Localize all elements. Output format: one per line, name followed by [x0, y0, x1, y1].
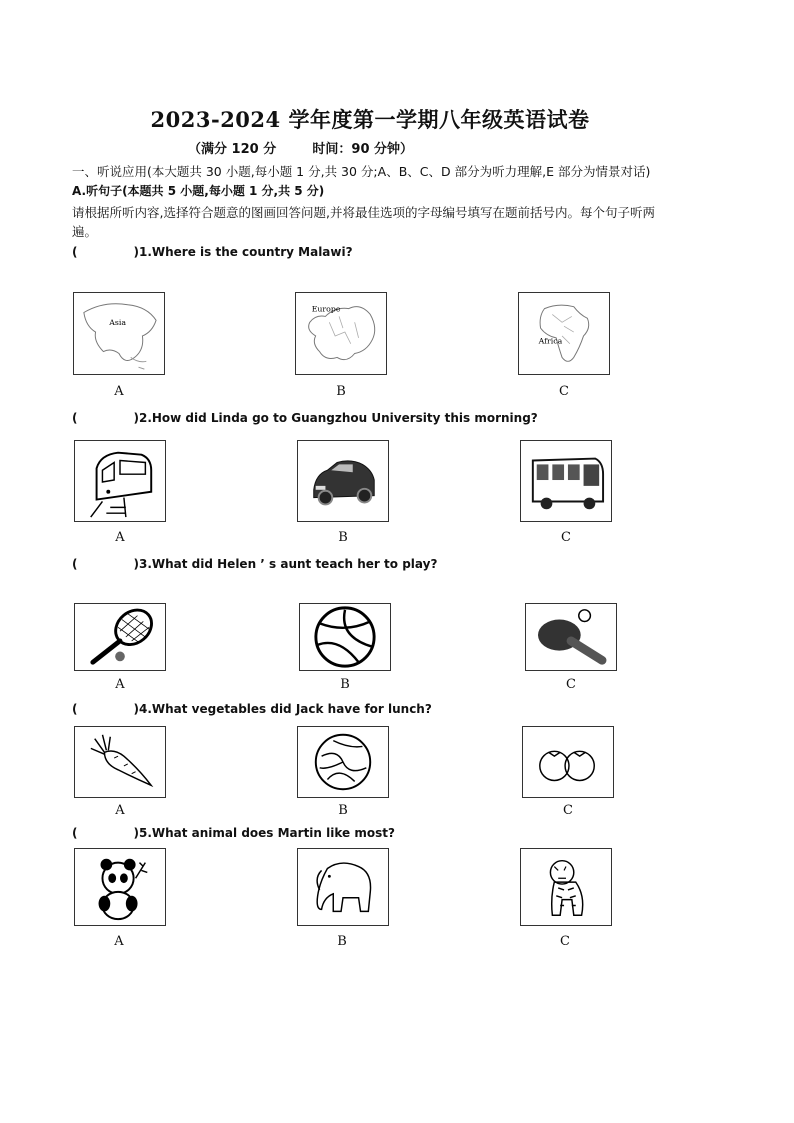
- option-4a-image[interactable]: [74, 726, 166, 798]
- volleyball-icon: [300, 604, 390, 670]
- option-label: B: [336, 384, 346, 399]
- option-3c-image[interactable]: [525, 603, 617, 671]
- question-text: )4.What vegetables did Jack have for lunch?: [133, 702, 432, 716]
- option-2a-image[interactable]: [74, 440, 166, 522]
- question-1: [72, 245, 353, 259]
- instruction-line-1: 请根据所听内容,选择符合题意的图画回答问题,并将最佳选项的字母编号填写在题前括号内。每个句子听两: [72, 205, 655, 220]
- option-2c-image[interactable]: [520, 440, 612, 522]
- map-caption: Europe: [311, 304, 341, 314]
- option-label: C: [561, 530, 571, 545]
- europe-map-icon: [296, 293, 386, 374]
- option-3a-image[interactable]: [74, 603, 166, 671]
- carrot-icon: [75, 727, 165, 797]
- option-label: A: [114, 384, 124, 399]
- option-1c-image[interactable]: [518, 292, 610, 375]
- asia-map-icon: [74, 293, 164, 374]
- panda-icon: [75, 849, 165, 925]
- option-1b-image[interactable]: [295, 292, 387, 375]
- answer-open-paren: (: [72, 826, 78, 840]
- map-caption: Africa: [538, 336, 563, 346]
- train-icon: [75, 441, 165, 521]
- question-3: [72, 557, 437, 571]
- option-label: A: [115, 803, 125, 818]
- question-text: )3.What did Helen ’ s aunt teach her to play?: [133, 557, 438, 571]
- option-4b-image[interactable]: [297, 726, 389, 798]
- option-label: B: [338, 530, 348, 545]
- answer-open-paren: (: [72, 245, 78, 259]
- tomato-icon: [523, 727, 613, 797]
- option-label: B: [340, 677, 350, 692]
- option-label: C: [563, 803, 573, 818]
- africa-map-icon: [519, 293, 609, 374]
- option-label: C: [560, 934, 570, 949]
- bus-icon: [521, 441, 611, 521]
- option-label: A: [115, 530, 125, 545]
- option-3b-image[interactable]: [299, 603, 391, 671]
- option-5b-image[interactable]: [297, 848, 389, 926]
- exam-subtitle: （满分 120 分 时间：90 分钟）: [188, 142, 414, 157]
- option-5c-image[interactable]: [520, 848, 612, 926]
- option-label: A: [115, 677, 125, 692]
- question-4: [72, 702, 432, 716]
- elephant-icon: [298, 849, 388, 925]
- tennis-racket-icon: [75, 604, 165, 670]
- option-label: B: [337, 934, 347, 949]
- question-5: [72, 826, 395, 840]
- option-label: B: [338, 803, 348, 818]
- exam-title: 2023-2024 学年度第一学期八年级英语试卷: [150, 107, 590, 132]
- part-a-heading: A.听句子(本题共 5 小题,每小题 1 分,共 5 分): [72, 184, 325, 198]
- answer-open-paren: (: [72, 702, 78, 716]
- question-2: [72, 411, 538, 425]
- answer-open-paren: (: [72, 411, 78, 425]
- option-1a-image[interactable]: [73, 292, 165, 375]
- option-4c-image[interactable]: [522, 726, 614, 798]
- tiger-icon: [521, 849, 611, 925]
- instruction-line-2: 遍。: [72, 224, 98, 239]
- cabbage-icon: [298, 727, 388, 797]
- section-heading: 一、听说应用(本大题共 30 小题,每小题 1 分,共 30 分;A、B、C、D 部分为听力理解,E 部分为情景对话): [72, 164, 651, 179]
- option-label: A: [114, 934, 124, 949]
- question-text: )2.How did Linda go to Guangzhou University this morning?: [133, 411, 538, 425]
- option-2b-image[interactable]: [297, 440, 389, 522]
- answer-open-paren: (: [72, 557, 78, 571]
- option-label: C: [559, 384, 569, 399]
- car-icon: [298, 441, 388, 521]
- question-text: )1.Where is the country Malawi?: [133, 245, 353, 259]
- question-text: )5.What animal does Martin like most?: [133, 826, 395, 840]
- option-5a-image[interactable]: [74, 848, 166, 926]
- option-label: C: [566, 677, 576, 692]
- map-caption: Asia: [109, 318, 127, 328]
- ping-pong-paddle-icon: [526, 604, 616, 670]
